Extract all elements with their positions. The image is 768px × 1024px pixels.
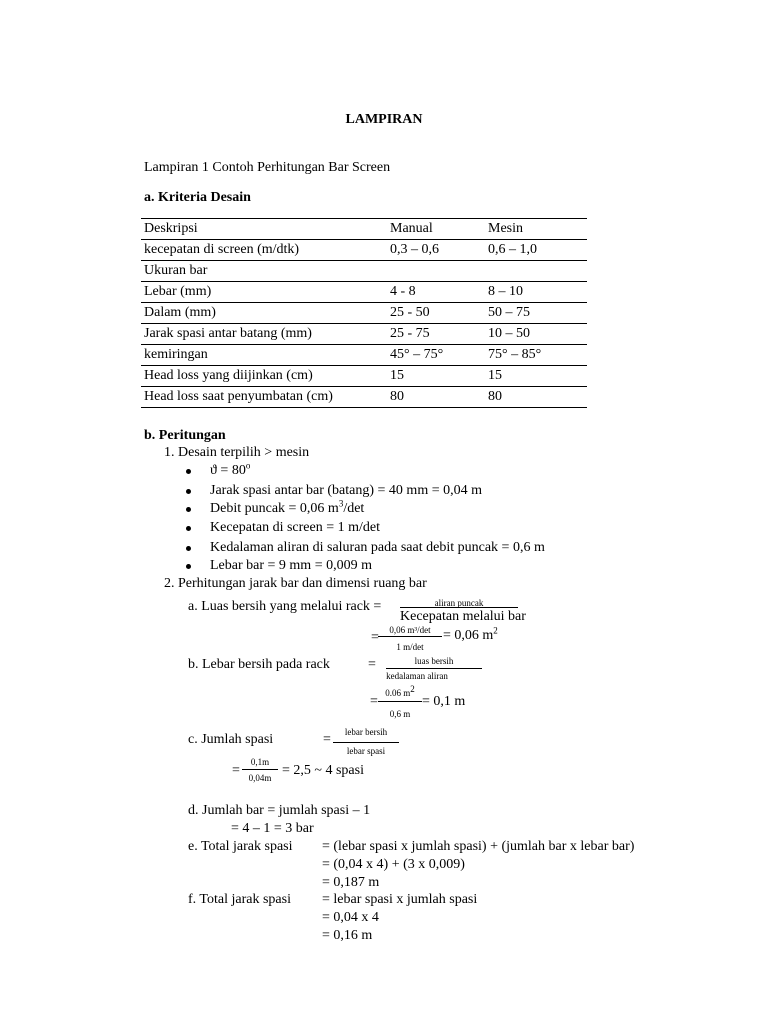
- header-manual: Manual: [387, 219, 485, 240]
- table-cell: 80: [485, 387, 587, 408]
- table-cell: 75° – 85°: [485, 345, 587, 366]
- table-row: [141, 324, 587, 345]
- bullet-jarak-spasi: Jarak spasi antar bar (batang) = 40 mm = 0,04 m: [190, 483, 482, 499]
- table-cell: 15: [387, 366, 485, 387]
- calc-c-denominator-2: 0,04m: [248, 773, 272, 783]
- fraction-line: [378, 636, 442, 637]
- table-cell: Ukuran bar: [141, 261, 387, 282]
- table-row: [141, 387, 587, 408]
- bullet-kedalaman: Kedalaman aliran di saluran pada saat debit puncak = 0,6 m: [190, 540, 545, 556]
- table-cell: kecepatan di screen (m/dtk): [141, 240, 387, 261]
- calc-e-line-1: = (lebar spasi x jumlah spasi) + (jumlah bar x lebar bar): [322, 839, 635, 854]
- calc-e-line-2: = (0,04 x 4) + (3 x 0,009): [322, 857, 465, 872]
- table-cell: 25 - 50: [387, 303, 485, 324]
- fraction-line: [378, 701, 422, 702]
- calc-c-equals: =: [323, 732, 331, 747]
- header-deskripsi: Deskripsi: [141, 219, 387, 240]
- table-cell: Lebar (mm): [141, 282, 387, 303]
- calc-b-equals-2: =: [370, 694, 378, 709]
- section-b-heading: b. Peritungan: [144, 428, 226, 443]
- bullet-dot: [186, 546, 191, 551]
- fraction-line: [400, 607, 518, 608]
- calc-b-result: = 0,1 m: [422, 694, 466, 709]
- bullet-dot: [186, 507, 191, 512]
- table-cell: 45° – 75°: [387, 345, 485, 366]
- calc-f-line-3: = 0,16 m: [322, 928, 373, 943]
- fraction-line: [386, 668, 482, 669]
- criteria-table: [141, 218, 587, 408]
- table-cell: Head loss yang diijinkan (cm): [141, 366, 387, 387]
- calc-a-label: a. Luas bersih yang melalui rack =: [188, 599, 382, 614]
- calc-e-label: e. Total jarak spasi: [188, 839, 293, 854]
- table-header-row: [141, 219, 587, 240]
- calc-a-equals: =: [371, 630, 379, 645]
- fraction-line: [242, 769, 278, 770]
- table-cell: [485, 261, 587, 282]
- calc-b-label: b. Lebar bersih pada rack: [188, 657, 330, 672]
- bullet-debit-puncak: Debit puncak = 0,06 $m^3/\det$: [190, 501, 364, 517]
- header-mesin: Mesin: [485, 219, 587, 240]
- bullet-lebar-bar: Lebar bar = 9 mm = 0,009 m: [190, 558, 372, 574]
- table-row: [141, 240, 587, 261]
- table-cell: 4 - 8: [387, 282, 485, 303]
- table-cell: 0,3 – 0,6: [387, 240, 485, 261]
- table-cell: 80: [387, 387, 485, 408]
- calc-b-numerator-2: 0.06 $m^2$: [385, 684, 415, 698]
- table-cell: 10 – 50: [485, 324, 587, 345]
- calc-a-numerator-2: 0,06 m³/det: [389, 625, 431, 635]
- table-cell: 8 – 10: [485, 282, 587, 303]
- page-title: LAMPIRAN: [345, 112, 423, 127]
- section-a-heading: a. Kriteria Desain: [144, 190, 251, 205]
- bullet-dot: [186, 489, 191, 494]
- table-row: [141, 366, 587, 387]
- bullet-kecepatan: Kecepatan di screen = 1 m/det: [190, 520, 380, 536]
- subtitle: Lampiran 1 Contoh Perhitungan Bar Screen: [144, 160, 391, 175]
- table-cell: [387, 261, 485, 282]
- table-cell: 50 – 75: [485, 303, 587, 324]
- table-row: [141, 345, 587, 366]
- table-row: [141, 282, 587, 303]
- bullet-dot: [186, 469, 191, 474]
- calc-c-numerator: lebar bersih: [344, 727, 388, 737]
- calc-b-equals: =: [368, 657, 376, 672]
- table-row: [141, 261, 587, 282]
- item-1: 1. Desain terpilih > mesin: [164, 445, 310, 460]
- fraction-line: [333, 742, 399, 743]
- calc-d-line-1: d. Jumlah bar = jumlah spasi – 1: [188, 803, 371, 818]
- calc-f-line-2: = 0,04 x 4: [322, 910, 379, 925]
- table-cell: Jarak spasi antar batang (mm): [141, 324, 387, 345]
- calc-d-line-2: = 4 – 1 = 3 bar: [231, 821, 314, 836]
- calc-f-label: f. Total jarak spasi: [188, 892, 291, 907]
- table-cell: 15: [485, 366, 587, 387]
- bullet-dot: [186, 526, 191, 531]
- table-row: [141, 303, 587, 324]
- calc-a-numerator: aliran puncak: [434, 598, 484, 608]
- calc-f-line-1: = lebar spasi x jumlah spasi: [322, 892, 478, 907]
- calc-e-line-3: = 0,187 m: [322, 875, 380, 890]
- table-cell: 0,6 – 1,0: [485, 240, 587, 261]
- calc-b-denominator-2: 0,6 m: [389, 709, 411, 719]
- bullet-dot: [186, 564, 191, 569]
- table-cell: Dalam (mm): [141, 303, 387, 324]
- calc-a-denominator: Kecepatan melalui bar: [400, 609, 526, 624]
- table-cell: 25 - 75: [387, 324, 485, 345]
- calc-a-denominator-2: 1 m/det: [396, 642, 424, 652]
- calc-c-label: c. Jumlah spasi: [188, 732, 274, 747]
- calc-c-denominator: lebar spasi: [346, 746, 386, 756]
- bullet-theta: $ϑ = 80^o$: [190, 463, 250, 479]
- table-cell: kemiringan: [141, 345, 387, 366]
- calc-b-numerator: luas bersih: [414, 656, 454, 666]
- calc-b-denominator: kedalaman aliran: [386, 671, 448, 681]
- calc-a-result: = 0,06 $m^2$: [443, 625, 498, 643]
- item-2: 2. Perhitungan jarak bar dan dimensi ruang bar: [164, 576, 427, 591]
- calc-c-result: = 2,5 ~ 4 spasi: [282, 763, 364, 778]
- calc-c-numerator-2: 0,1m: [250, 757, 270, 767]
- calc-c-equals-2: =: [232, 763, 240, 778]
- table-cell: Head loss saat penyumbatan (cm): [141, 387, 387, 408]
